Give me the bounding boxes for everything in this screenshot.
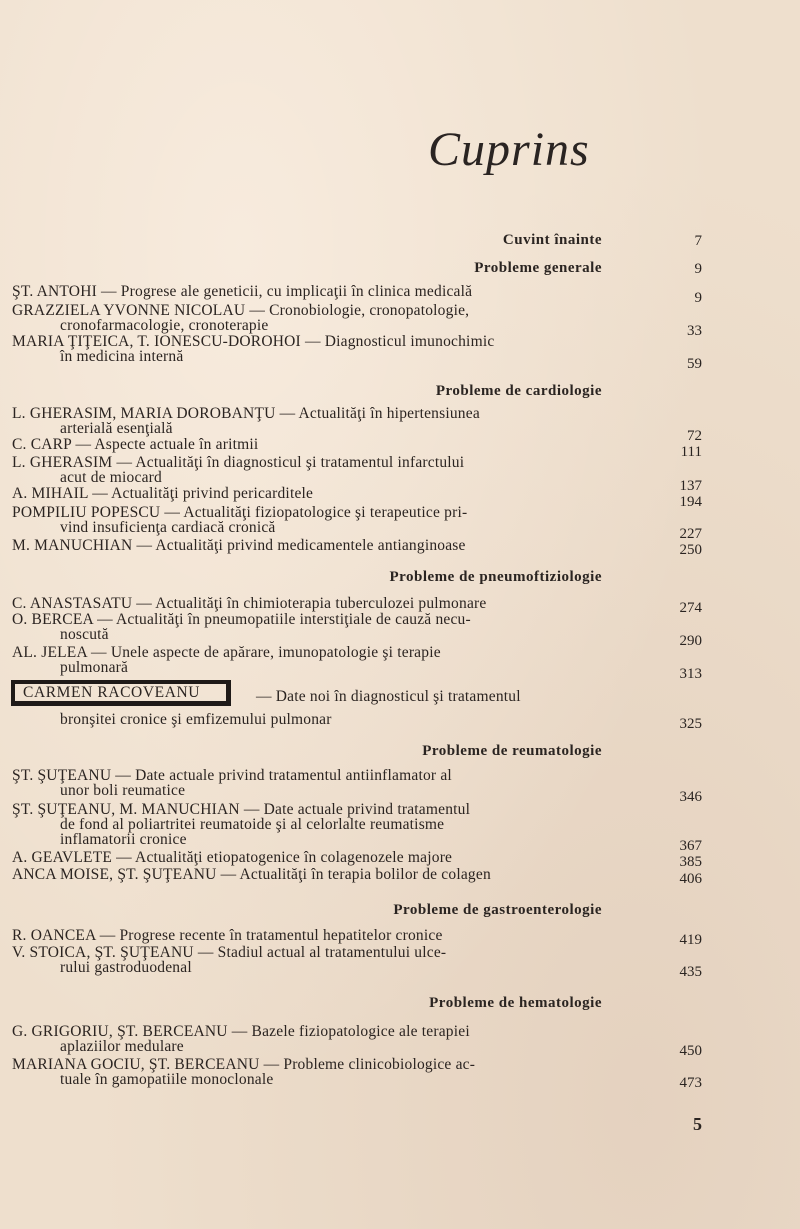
toc-entry: G. GRIGORIU, ŞT. BERCEANU — Bazele fiziopatologice ale terapiei [12,1023,470,1040]
page-ref: 72 [687,428,702,444]
toc-entry-cont: noscută [60,626,109,643]
toc-entry-cont: unor boli reumatice [60,782,186,799]
toc-entry: A. MIHAIL — Actualităţi privind pericarditele [12,485,314,502]
toc-entry: L. GHERASIM, MARIA DOROBANŢU — Actualităţi în hipertensiunea [12,405,480,422]
page-ref: 367 [679,838,702,854]
toc-entry: L. GHERASIM — Actualităţi în diagnosticul şi tratamentul infarctului [12,454,465,471]
page-ref: 227 [679,526,702,542]
page-ref: 59 [687,356,702,372]
section-heading: Probleme de pneumoftiziologie [389,569,602,585]
page-ref: 325 [679,716,702,732]
page-ref: 194 [679,494,702,510]
toc-entry: MARIANA GOCIU, ŞT. BERCEANU — Probleme clinicobiologice ac- [12,1056,476,1073]
toc-entry: AL. JELEA — Unele aspecte de apărare, imunopatologie şi terapie [12,644,441,661]
page-number: 5 [693,1114,702,1134]
page-ref: 313 [679,666,702,682]
toc-entry: ŞT. ŞUŢEANU, M. MANUCHIAN — Date actuale privind tratamentul [12,801,471,818]
page-ref: 385 [679,854,702,870]
page-ref: 473 [679,1075,702,1091]
toc-entry: R. OANCEA — Progrese recente în tratamentul hepatitelor cronice [12,927,443,944]
page-ref: 250 [679,542,702,558]
toc-entry-cont: tuale în gamopatiile monoclonale [60,1071,274,1088]
page-ref: 290 [679,633,702,649]
toc-entry-cont: cronofarmacologie, cronoterapie [60,317,269,334]
section-heading: Probleme de cardiologie [435,383,602,399]
page-ref: 33 [687,323,702,339]
toc-entry-cont: aplaziilor medulare [60,1038,184,1055]
toc-entry: ŞT. ŞUŢEANU — Date actuale privind tratamentul antiinflamator al [12,767,452,784]
toc-entry-cont: arterială esenţială [60,420,173,437]
toc-entry: C. ANASTASATU — Actualităţi în chimioterapia tuberculozei pulmonare [12,595,487,612]
toc-entry: V. STOICA, ŞT. ŞUŢEANU — Stadiul actual al tratamentului ulce- [12,944,447,961]
page-ref: 137 [679,478,702,494]
section-heading: Probleme de hematologie [429,995,602,1011]
toc-entry: C. CARP — Aspecte actuale în aritmii [12,436,259,453]
toc-entry: GRAZZIELA YVONNE NICOLAU — Cronobiologie, cronopatologie, [12,302,470,319]
toc-entry: O. BERCEA — Actualităţi în pneumopatiile interstiţiale de cauză necu- [12,611,471,628]
toc-entry: M. MANUCHIAN — Actualităţi privind medicamentele antianginoase [12,537,466,554]
toc-entry-cont: pulmonară [60,659,129,676]
page-ref: 435 [679,964,702,980]
toc-entry: POMPILIU POPESCU — Actualităţi fiziopatologice şi terapeutice pri- [12,504,468,521]
toc-entry: MARIA ŢIŢEICA, T. IONESCU-DOROHOI — Diagnosticul imunochimic [12,333,495,350]
toc-entry-cont: vind insuficienţa cardiacă cronică [60,519,276,536]
toc-entry-cont: în medicina internă [60,348,184,365]
toc-entry-cont: de fond al poliartritei reumatoide şi al celorlalte reumatisme [60,816,445,833]
toc-entry: ŞT. ANTOHI — Progrese ale geneticii, cu implicaţii în clinica medicală [12,283,473,300]
toc-entry-cont: rului gastroduodenal [60,959,192,976]
page-ref: 346 [679,789,702,805]
section-heading: Probleme de reumatologie [422,743,602,759]
section-heading: Probleme de gastroenterologie [393,902,602,918]
page-ref: 9 [694,290,702,306]
toc-entry-cont: bronşitei cronice şi emfizemului pulmonar [60,711,332,728]
toc-entry: A. GEAVLETE — Actualităţi etiopatogenice în colagenozele majore [12,849,453,866]
toc-entry: — Date noi în diagnosticul şi tratamentul [256,688,521,705]
page-ref: 9 [694,261,702,277]
section-heading: Probleme generale [474,260,602,276]
page-ref: 7 [694,233,702,249]
highlighted-author: CARMEN RACOVEANU [11,680,231,706]
toc-entry-cont: acut de miocard [60,469,162,486]
page-ref: 274 [679,600,702,616]
page-ref: 419 [679,932,702,948]
page-ref: 450 [679,1043,702,1059]
page-title: Cuprins [428,123,590,176]
toc-entry: ANCA MOISE, ŞT. ŞUŢEANU — Actualităţi în terapia bolilor de colagen [12,866,491,883]
section-foreword: Cuvint înainte [502,232,602,248]
page-ref: 111 [680,444,702,460]
page-ref: 406 [679,871,702,887]
toc-entry-cont: inflamatorii cronice [60,831,187,848]
